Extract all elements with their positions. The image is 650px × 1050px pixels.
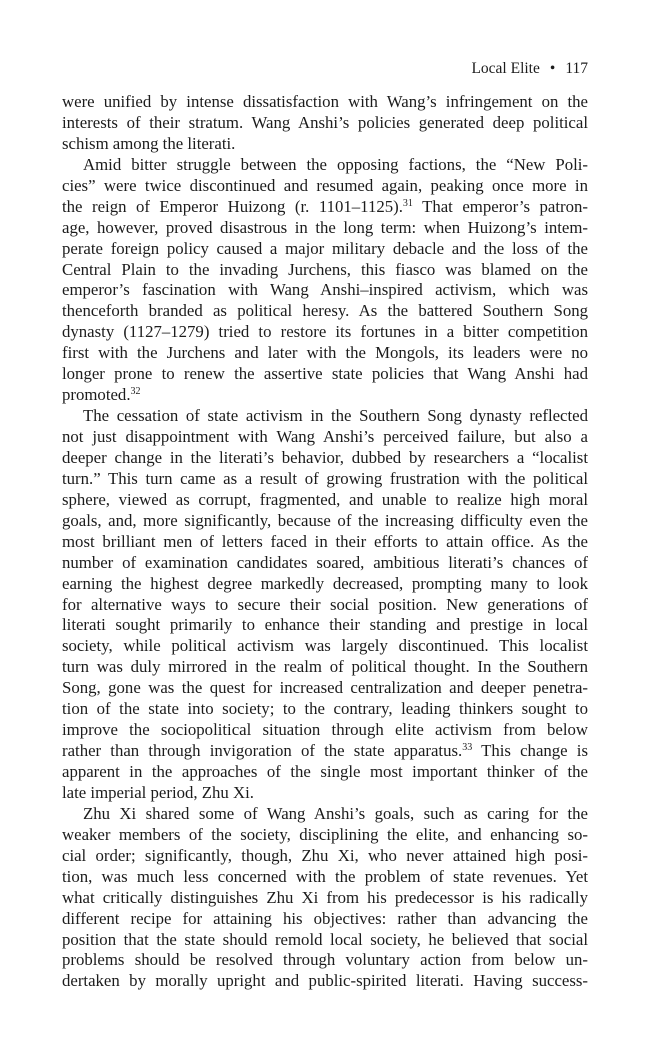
text-line: age, however, proved disastrous in the long term: when Huizong’s intem-	[62, 217, 588, 237]
text-line: deeper change in the literati’s behavior, dubbed by researchers a “localist	[62, 447, 588, 467]
footnote-ref-32: 32	[130, 386, 141, 398]
text-line: Zhu Xi shared some of Wang Anshi’s goals, such as caring for the	[83, 803, 588, 823]
text-line: apparent in the approaches of the single most important thinker of the	[62, 762, 588, 781]
text-line: The cessation of state activism in the Southern Song dynasty reflected	[83, 406, 588, 426]
text-line	[62, 385, 588, 406]
text-line: what critically distinguishes Zhu Xi from his predecessor is his radically	[62, 887, 588, 907]
page-number: 117	[565, 60, 588, 77]
text-line: longer prone to renew the assertive state policies that Wang Anshi had	[62, 364, 588, 384]
text-line: position that the state should remold local society, he believed that social	[62, 929, 588, 949]
text-line: schism among the literati.	[62, 133, 236, 153]
text-line: Central Plain to the invading Jurchens, this fiasco was blamed on the	[62, 259, 588, 279]
text-line: Song, gone was the quest for increased centralization and deeper penetra-	[62, 678, 588, 698]
text-line: dynasty (1127–1279) tried to restore its fortunes in a bitter competition	[62, 322, 588, 342]
text-line: literati sought primarily to enhance their standing and prestige in local	[62, 615, 588, 635]
text-line: tion of the state into society; to the contrary, leading thinkers sought to	[62, 699, 588, 719]
footnote-ref-33: 33	[462, 742, 473, 754]
text-line: Amid bitter struggle between the opposing factions, the “New Poli-	[83, 154, 588, 174]
text-line: weaker members of the society, disciplining the elite, and enhancing so-	[62, 824, 588, 844]
text-line: thenceforth branded as political heresy. As the battered Southern Song	[62, 301, 588, 321]
text-line: turn was duly mirrored in the realm of political thought. In the Southern	[62, 657, 588, 677]
text-line: interests of their stratum. Wang Anshi’s policies generated deep political	[62, 112, 588, 132]
text-line: late imperial period, Zhu Xi.	[62, 782, 254, 802]
text-line: for alternative ways to secure their social position. New generations of	[62, 594, 588, 614]
running-head-section: Local Elite	[471, 60, 540, 77]
running-head	[62, 58, 588, 80]
text-line: cial order; significantly, though, Zhu Xi, who never attained high posi-	[62, 845, 588, 865]
text-line: dertaken by morally upright and public-spirited literati. Having success-	[62, 971, 588, 991]
text-line: earning the highest degree markedly decreased, prompting many to look	[62, 573, 588, 593]
body-text	[62, 92, 588, 992]
text-line: improve the sociopolitical situation through elite activism from below	[62, 720, 588, 740]
text-line: first with the Jurchens and later with the Mongols, its leaders were no	[62, 343, 588, 363]
text-line: goals, and, more significantly, because of the increasing difficulty even the	[62, 510, 588, 530]
text-line: most brilliant men of letters faced in their efforts to attain office. As the	[62, 531, 588, 551]
text-line: perate foreign policy caused a major military debacle and the loss of the	[62, 238, 588, 258]
text-line	[62, 197, 588, 218]
text-line: cies” were twice discontinued and resumed again, peaking once more in	[62, 175, 588, 195]
text-line: emperor’s fascination with Wang Anshi–inspired activism, which was	[62, 280, 588, 300]
text-segment: promoted.	[62, 385, 131, 405]
text-line: tion, was much less concerned with the problem of state revenues. Yet	[62, 866, 588, 886]
text-segment: the reign of Emperor Huizong (r. 1101–1125).	[62, 196, 403, 216]
running-head-bullet: •	[549, 60, 556, 77]
text-line: not just disappointment with Wang Anshi’s perceived failure, but also a	[62, 427, 588, 446]
text-line	[62, 741, 588, 762]
text-line: problems should be resolved through voluntary action from below un-	[62, 950, 588, 970]
book-page	[62, 58, 588, 992]
text-line: different recipe for attaining his objectives: rather than advancing the	[62, 908, 588, 928]
text-segment: This change is	[472, 741, 588, 761]
text-line: society, while political activism was largely discontinued. This localist	[62, 636, 588, 656]
text-line: number of examination candidates soared, ambitious literati’s chances of	[62, 552, 588, 572]
text-segment: That emperor’s patron-	[412, 196, 589, 216]
text-line: were unified by intense dissatisfaction with Wang’s infringement on the	[62, 92, 588, 111]
text-line: sphere, viewed as corrupt, fragmented, and unable to realize high moral	[62, 489, 588, 509]
footnote-ref-31: 31	[402, 197, 413, 209]
text-line: turn.” This turn came as a result of growing frustration with the political	[62, 468, 588, 488]
text-segment: rather than through invigoration of the state apparatus.	[62, 741, 463, 761]
